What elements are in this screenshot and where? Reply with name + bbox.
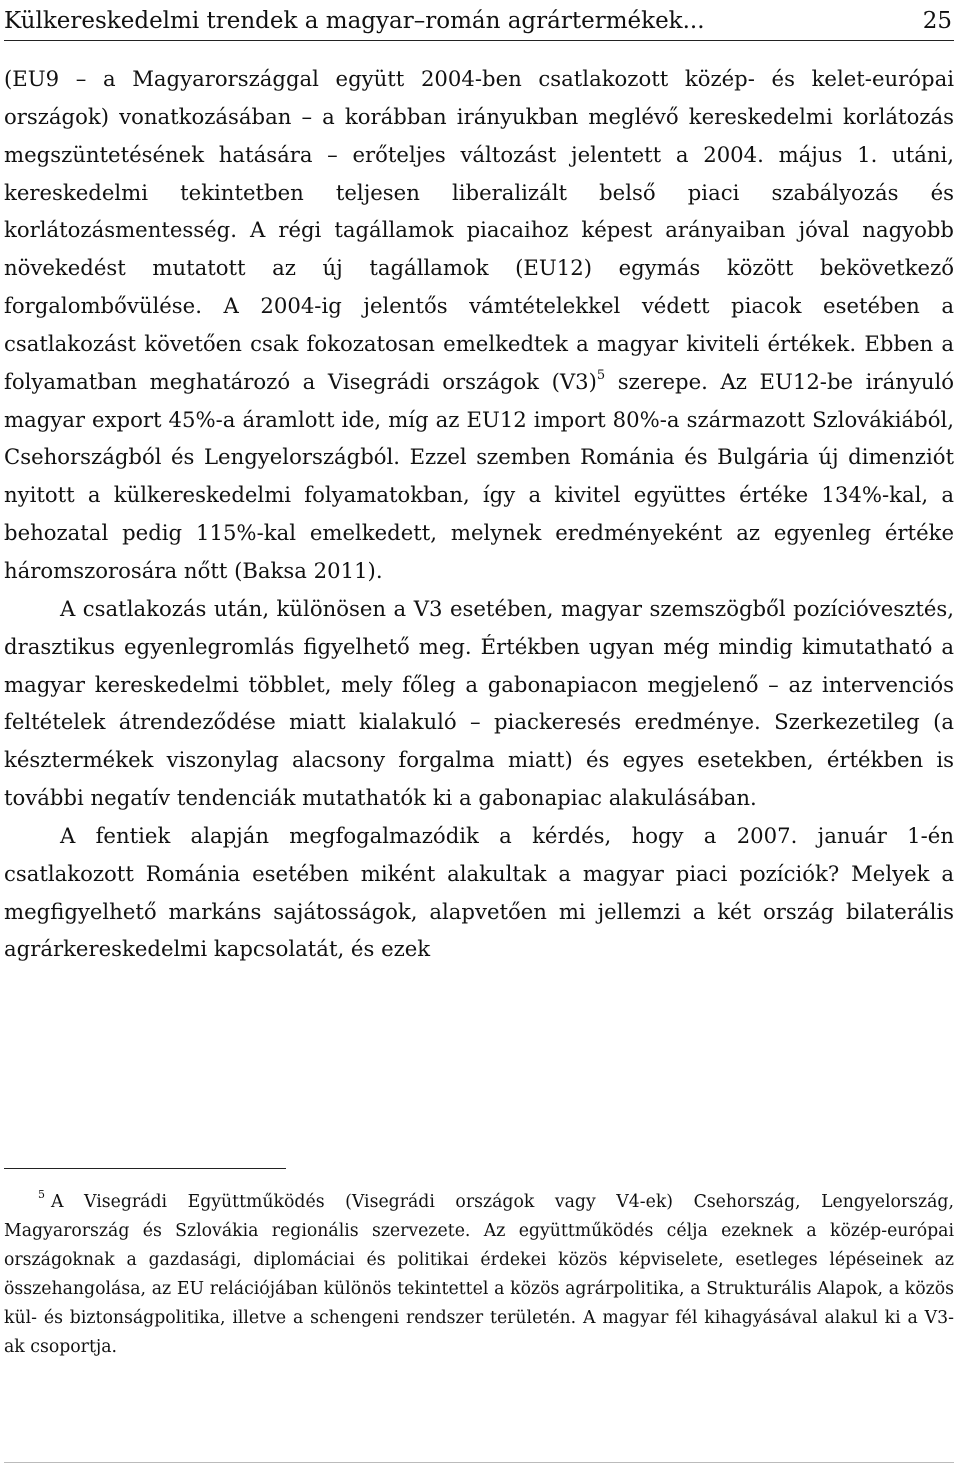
bottom-rule xyxy=(4,1462,954,1463)
footnote-text: A Visegrádi Együttműködés (Visegrádi országok vagy V4-ek) Csehország, Lengyelország, Magyarország és Szlovákia regionális szervezete. Az együttműködés célja ezeknek a közép-európai országoknak a gazdasági, diplomáciai és politikai érdekei közös képviselete, esetleges lépéseinek az összehangolása, az EU relációjában különös tekintettel a közös agrárpolitika, a Strukturális Alapok, a közös kül- és biztonságpolitika, illetve a schengeni rendszer területén. A magyar fél kihagyásával alakul ki a V3-ak csoportja. xyxy=(4,1192,954,1358)
paragraph-2: A csatlakozás után, különösen a V3 esetében, magyar szemszögből pozícióvesztés, drasztikus egyenlegromlás figyelhető meg. Értékben ugyan még mindig kimutatható a magyar kereskedelmi többlet, mely főleg a gabonapiacon megjelenő – az intervenciós feltételek átrendeződése miatt kialakuló – piackeresés eredménye. Szerkezetileg (a késztermékek viszonylag alacsony forgalma miatt) és egyes esetekben, értékben is további negatív tendenciák mutathatók ki a gabonapiac alakulásában. xyxy=(4,595,954,811)
footnote-number: 5 xyxy=(38,1188,45,1201)
footnote-rule xyxy=(4,1168,286,1169)
page-number: 25 xyxy=(922,8,952,34)
paragraph-1 xyxy=(4,60,954,590)
header-rule xyxy=(4,40,954,41)
paragraph-1-text-b: szerepe. Az EU12-be irányuló magyar export 45%-a áramlott ide, míg az EU12 import 80%-a származott Szlovákiából, Csehországból és Lengyelországból. Ezzel szemben Románia és Bulgária új dimenziót nyitott a külkereskedelmi folyamatokban, így a kivitel együttes értéke 134%-kal, a behozatal pedig 115%-kal emelkedett, melynek eredményeként az egyenleg értéke háromszorosára nőtt (Baksa 2011). xyxy=(4,368,954,583)
body-text xyxy=(4,60,954,968)
paragraph-1-text-a: (EU9 – a Magyarországgal együtt 2004-ben csatlakozott közép- és kelet-európai országok) vonatkozásában – a korábban irányukban meglévő kereskedelmi korlátozás megszüntetésének hatására – erőteljes változást jelentett a 2004. május 1. utáni, kereskedelmi tekintetben teljesen liberalizált belső piaci szabályozás és korlátozásmentesség. A régi tagállamok piacaihoz képest arányaiban jóval nagyobb növekedést mutatott az új tagállamok (EU12) egymás között bekövetkező forgalombővülése. A 2004-ig jelentős vámtételekkel védett piacok esetében a csatlakozást követően csak fokozatosan emelkedtek a magyar kiviteli értékek. Ebben a folyamatban meghatározó a Visegrádi országok (V3) xyxy=(4,66,954,394)
running-title: Külkereskedelmi trendek a magyar–román agrártermékek... xyxy=(4,8,705,34)
running-head xyxy=(4,2,952,36)
paragraph-3: A fentiek alapján megfogalmazódik a kérdés, hogy a 2007. január 1-én csatlakozott Románia esetében miként alakultak a magyar piaci pozíciók? Melyek a megfigyelhető markáns sajátosságok, alapvetően mi jellemzi a két ország bilaterális agrárkereskedelmi kapcsolatát, és ezek xyxy=(4,822,954,962)
footnote xyxy=(4,1188,954,1363)
footnote-reference[interactable]: 5 xyxy=(596,367,606,383)
footnote-paragraph xyxy=(4,1188,954,1363)
